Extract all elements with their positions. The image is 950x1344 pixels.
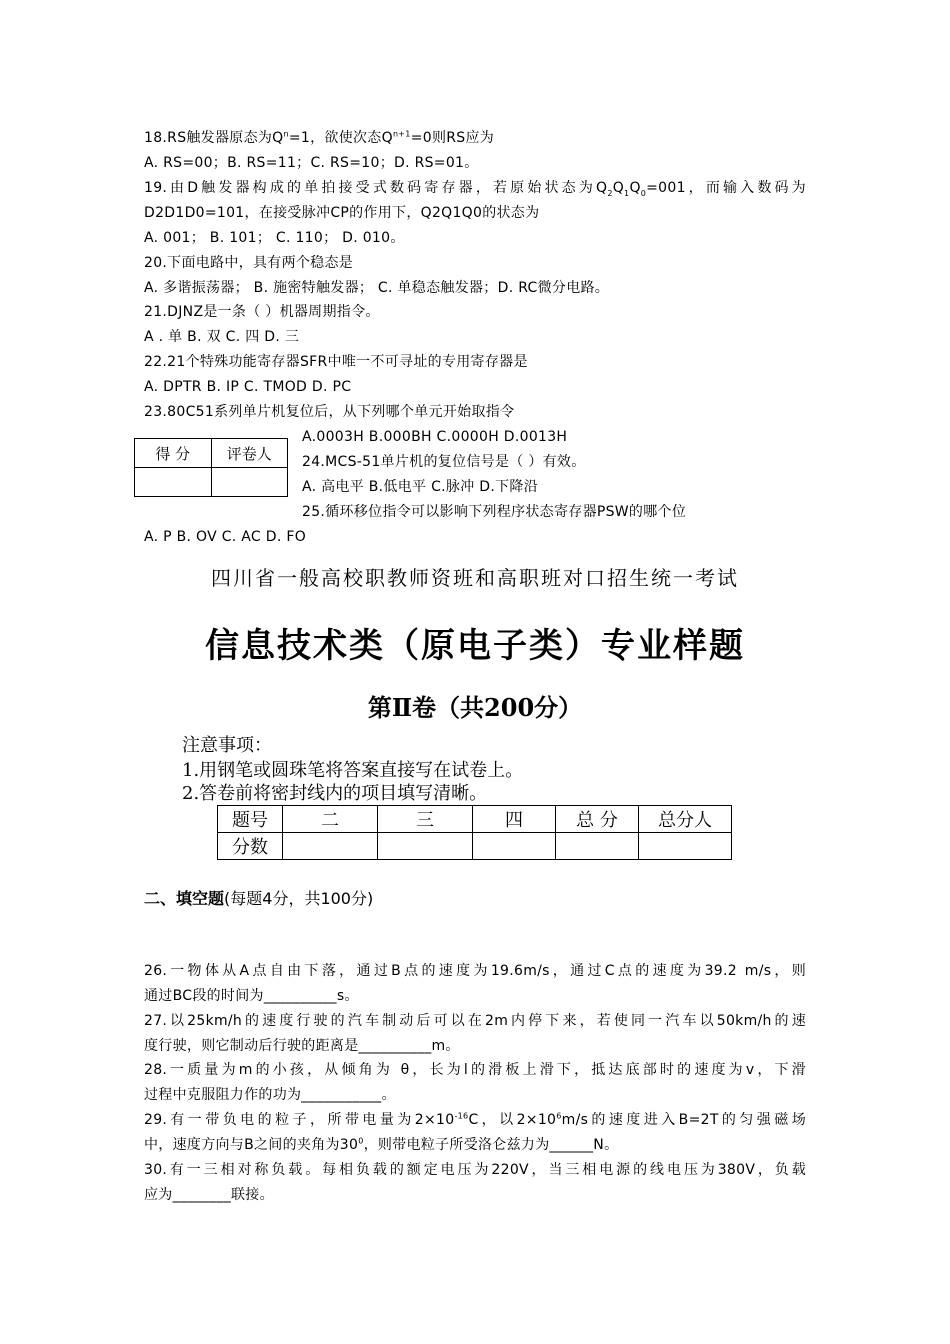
score-box-header-score: 得 分 [135, 439, 212, 468]
score-table-cell: 题号 [218, 806, 283, 833]
q25-options: A. P B. OV C. AC D. FO [144, 529, 307, 545]
q21-options: A . 单 B. 双 C. 四 D. 三 [144, 329, 300, 345]
q30-stem: 30.有一三相对称负载。每相负载的额定电压为220V，当三相电源的线电压为380V，负载 [144, 1162, 806, 1178]
score-box-grader-cell[interactable] [211, 468, 288, 497]
q25-stem: 25.循环移位指令可以影响下列程序状态寄存器PSW的哪个位 [302, 504, 687, 520]
score-table-score-row [218, 833, 732, 860]
score-input-cell[interactable] [378, 833, 473, 860]
score-table-cell: 总分人 [639, 806, 732, 833]
score-box-score-cell[interactable] [135, 468, 212, 497]
score-table-cell: 四 [473, 806, 556, 833]
q26-stem-line2: 通过BC段的时间为__________s。 [144, 988, 359, 1004]
score-input-cell[interactable] [556, 833, 639, 860]
score-table-cell: 三 [378, 806, 473, 833]
q22-stem: 22.21个特殊功能寄存器SFR中唯一不可寻址的专用寄存器是 [144, 354, 528, 370]
score-table-cell: 总 分 [556, 806, 639, 833]
q29-stem: 29.有一带负电的粒子，所带电量为$2\times 10^{-16}C$，以$2\times 10^6m/s$的速度进入B=2T的匀强磁场 [144, 1111, 806, 1128]
q18-stem: 18.RS触发器原态为$Q^n=1$，欲使次态$Q^{n+1}=0$则RS应为 [144, 129, 495, 146]
score-table-header-row [218, 806, 732, 833]
q22-options: A. DPTR B. IP C. TMOD D. PC [144, 379, 352, 395]
q28-stem: 28.一质量为m的小孩，从倾角为 θ，长为l的滑板上滑下，抵达底部时的速度为v，下滑 [144, 1062, 806, 1078]
q19-stem-line2: D2D1D0=101，在接受脉冲CP的作用下，Q2Q1Q0的状态为 [144, 205, 540, 221]
notes-item-2: 2.答卷前将密封线内的项目填写清晰。 [182, 783, 488, 804]
q21-stem: 21.DJNZ是一条（ ）机器周期指令。 [144, 304, 380, 320]
q20-options: A. 多谐振荡器； B. 施密特触发器； C. 单稳态触发器；D. RC微分电路。 [144, 280, 610, 296]
exam-name: 四川省一般高校职教师资班和高职班对口招生统一考试 [211, 566, 739, 590]
q28-stem-line2: 过程中克服阻力作的功为___________。 [144, 1087, 396, 1103]
score-box-header-grader: 评卷人 [211, 439, 288, 468]
q20-stem: 20.下面电路中，具有两个稳态是 [144, 255, 354, 271]
notes-item-1: 1.用钢笔或圆珠笔将答案直接写在试卷上。 [182, 760, 524, 781]
score-summary-table [217, 805, 732, 860]
score-input-cell[interactable] [473, 833, 556, 860]
score-table-cell: 二 [283, 806, 378, 833]
section-heading: 二、填空题(每题4分，共100分) [144, 889, 374, 908]
q19-options: A. 001； B. 101； C. 110； D. 010。 [144, 230, 405, 246]
volume-title: 第Ⅱ卷（共200分） [367, 693, 583, 722]
notes-title: 注意事项： [182, 735, 272, 756]
grader-score-box [134, 438, 288, 497]
score-input-cell[interactable] [639, 833, 732, 860]
q26-stem: 26.一物体从A点自由下落，通过B点的速度为19.6m/s，通过C点的速度为39.2 m/s，则 [144, 963, 806, 979]
score-table-label: 分数 [218, 833, 283, 860]
q23-options: A.0003H B.000BH C.0000H D.0013H [302, 429, 568, 445]
q19-stem: 19.由D触发器构成的单拍接受式数码寄存器，若原始状态为$Q_2Q_1Q_0=001$，而输入数码为 [144, 180, 806, 198]
score-input-cell[interactable] [283, 833, 378, 860]
q24-options: A. 高电平 B.低电平 C.脉冲 D.下降沿 [302, 479, 538, 495]
q29-stem-line2: 中，速度方向与B之间的夹角为$30^0$，则带电粒子所受洛仑兹力为______N。 [144, 1136, 619, 1153]
q27-stem: 27.以25km/h的速度行驶的汽车制动后可以在2m内停下来，若使同一汽车以50km/h的速 [144, 1013, 806, 1029]
q18-options: A. RS=00；B. RS=11；C. RS=10；D. RS=01。 [144, 155, 479, 171]
q27-stem-line2: 度行驶，则它制动后行驶的距离是__________m。 [144, 1038, 460, 1054]
q23-stem: 23.80C51系列单片机复位后，从下列哪个单元开始取指令 [144, 404, 515, 420]
q24-stem: 24.MCS-51单片机的复位信号是（ ）有效。 [302, 454, 586, 470]
q30-stem-line2: 应为________联接。 [144, 1187, 274, 1203]
page-title: 信息技术类（原电子类）专业样题 [205, 626, 745, 666]
